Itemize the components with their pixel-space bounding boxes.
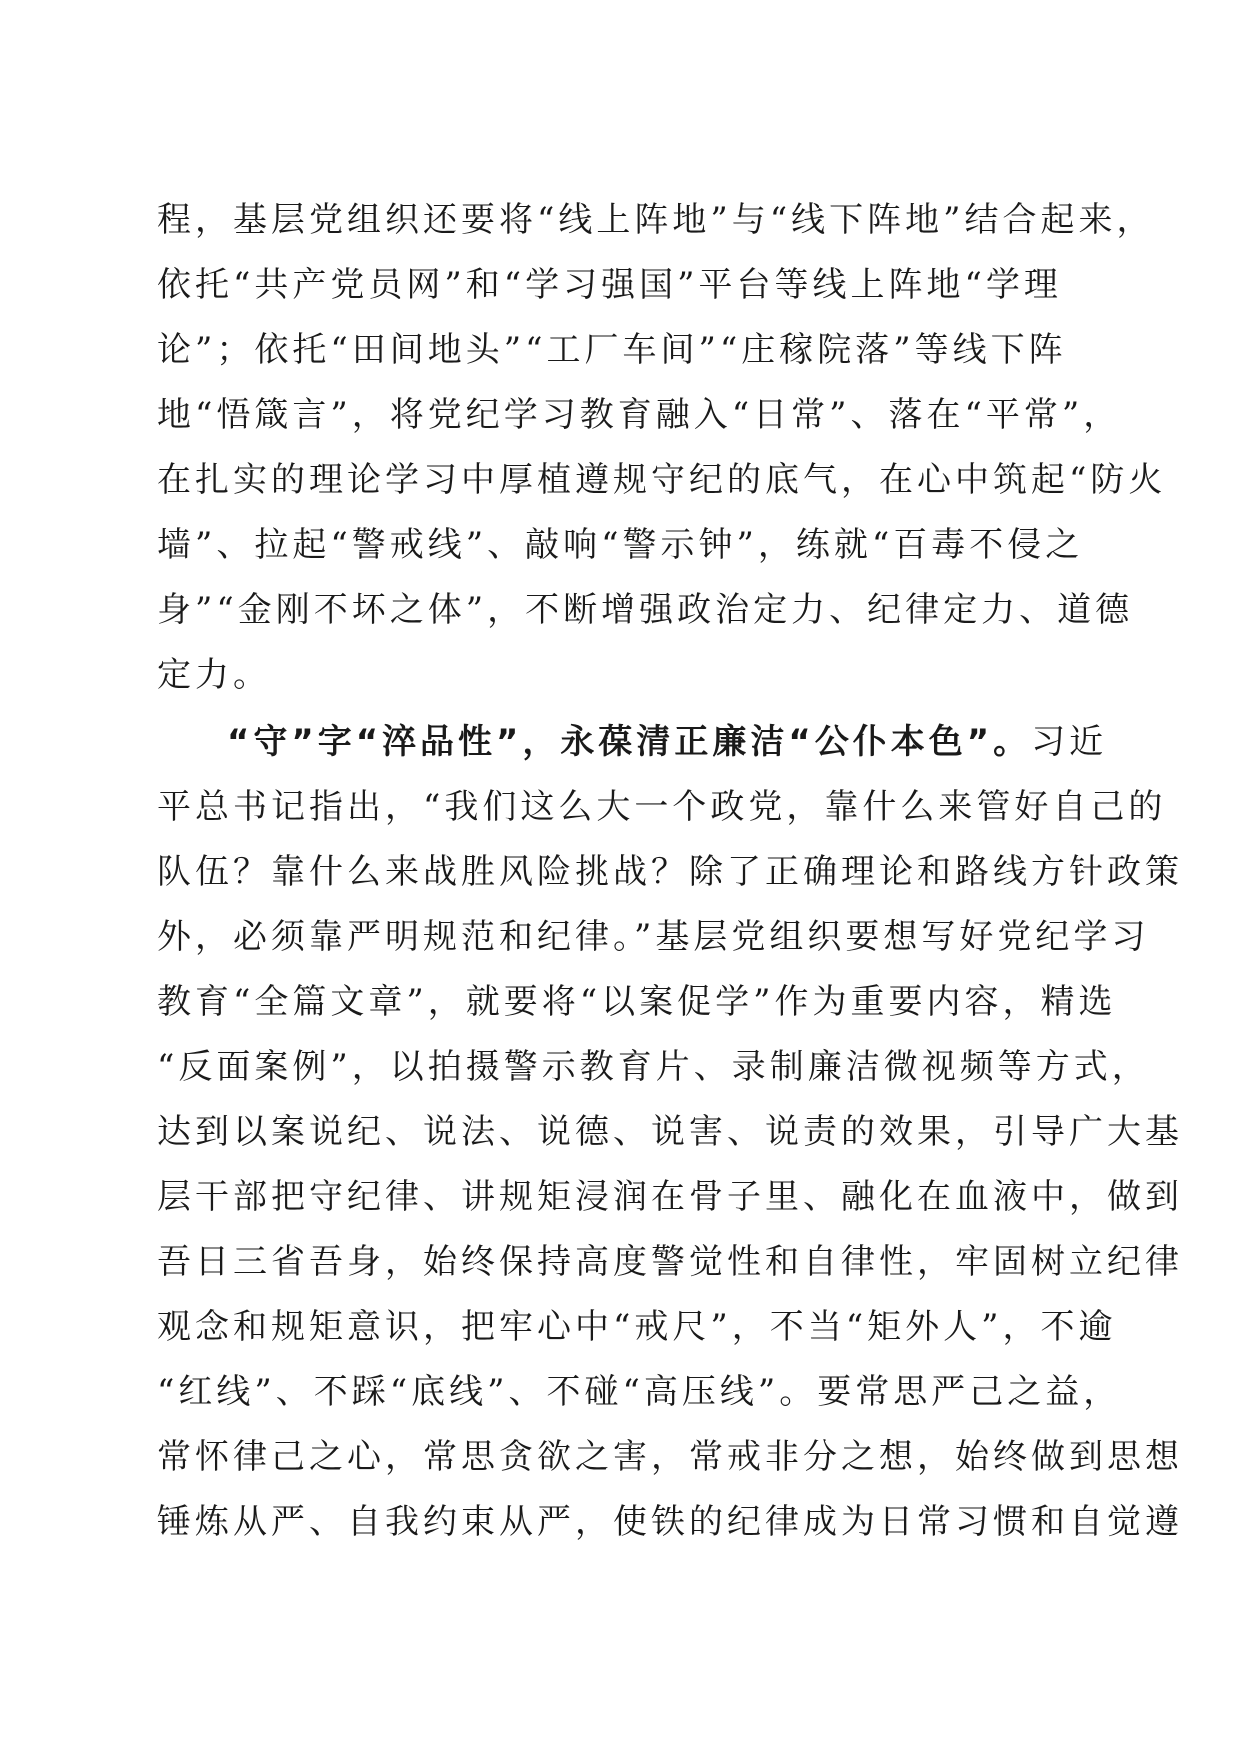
paragraph-line: 墙”、拉起“警戒线”、敲响“警示钟”，练就“百毒不侵之 xyxy=(157,525,1084,565)
paragraph-2 xyxy=(157,710,1183,1555)
paragraph-line: 依托“共产党员网”和“学习强国”平台等线上阵地“学理 xyxy=(157,265,1062,305)
paragraph-line: 锤炼从严、自我约束从严，使铁的纪律成为日常习惯和自觉遵 xyxy=(157,1502,1183,1542)
paragraph-line: 在扎实的理论学习中厚植遵规守纪的底气，在心中筑起“防火 xyxy=(157,460,1167,500)
paragraph-line: 常怀律己之心，常思贪欲之害，常戒非分之想，始终做到思想 xyxy=(157,1437,1183,1477)
paragraph-first-line xyxy=(157,710,1108,775)
paragraph-line: 吾日三省吾身，始终保持高度警觉性和自律性，牢固树立纪律 xyxy=(157,1242,1183,1282)
paragraph-line: “反面案例”，以拍摄警示教育片、录制廉洁微视频等方式， xyxy=(157,1047,1150,1087)
paragraph-1 xyxy=(157,188,1167,708)
paragraph-line: 外，必须靠严明规范和纪律。”基层党组织要想写好党纪学习 xyxy=(157,917,1150,957)
first-line-rest: 习近 xyxy=(1031,722,1108,762)
paragraph-line: 程，基层党组织还要将“线上阵地”与“线下阵地”结合起来， xyxy=(157,200,1155,240)
paragraph-line: 论”；依托“田间地头”“工厂车间”“庄稼院落”等线下阵 xyxy=(157,330,1067,370)
paragraph-line: 身”“金刚不坏之体”，不断增强政治定力、纪律定力、道德 xyxy=(157,590,1134,630)
paragraph-line: 教育“全篇文章”，就要将“以案促学”作为重要内容，精选 xyxy=(157,982,1117,1022)
paragraph-line: 地“悟箴言”，将党纪学习教育融入“日常”、落在“平常”， xyxy=(157,395,1122,435)
paragraph-line: 层干部把守纪律、讲规矩浸润在骨子里、融化在血液中，做到 xyxy=(157,1177,1183,1217)
paragraph-line: “红线”、不踩“底线”、不碰“高压线”。要常思严己之益， xyxy=(157,1372,1122,1412)
section-heading: “守”字“淬品性”，永葆清正廉洁“公仆本色”。 xyxy=(227,722,1032,762)
paragraph-line: 平总书记指出，“我们这么大一个政党，靠什么来管好自己的 xyxy=(157,787,1167,827)
paragraph-line: 定力。 xyxy=(157,655,271,695)
paragraph-line: 达到以案说纪、说法、说德、说害、说责的效果，引导广大基 xyxy=(157,1112,1183,1152)
paragraph-line: 观念和规矩意识，把牢心中“戒尺”，不当“矩外人”，不逾 xyxy=(157,1307,1117,1347)
paragraph-line: 队伍？靠什么来战胜风险挑战？除了正确理论和路线方针政策 xyxy=(157,852,1183,892)
